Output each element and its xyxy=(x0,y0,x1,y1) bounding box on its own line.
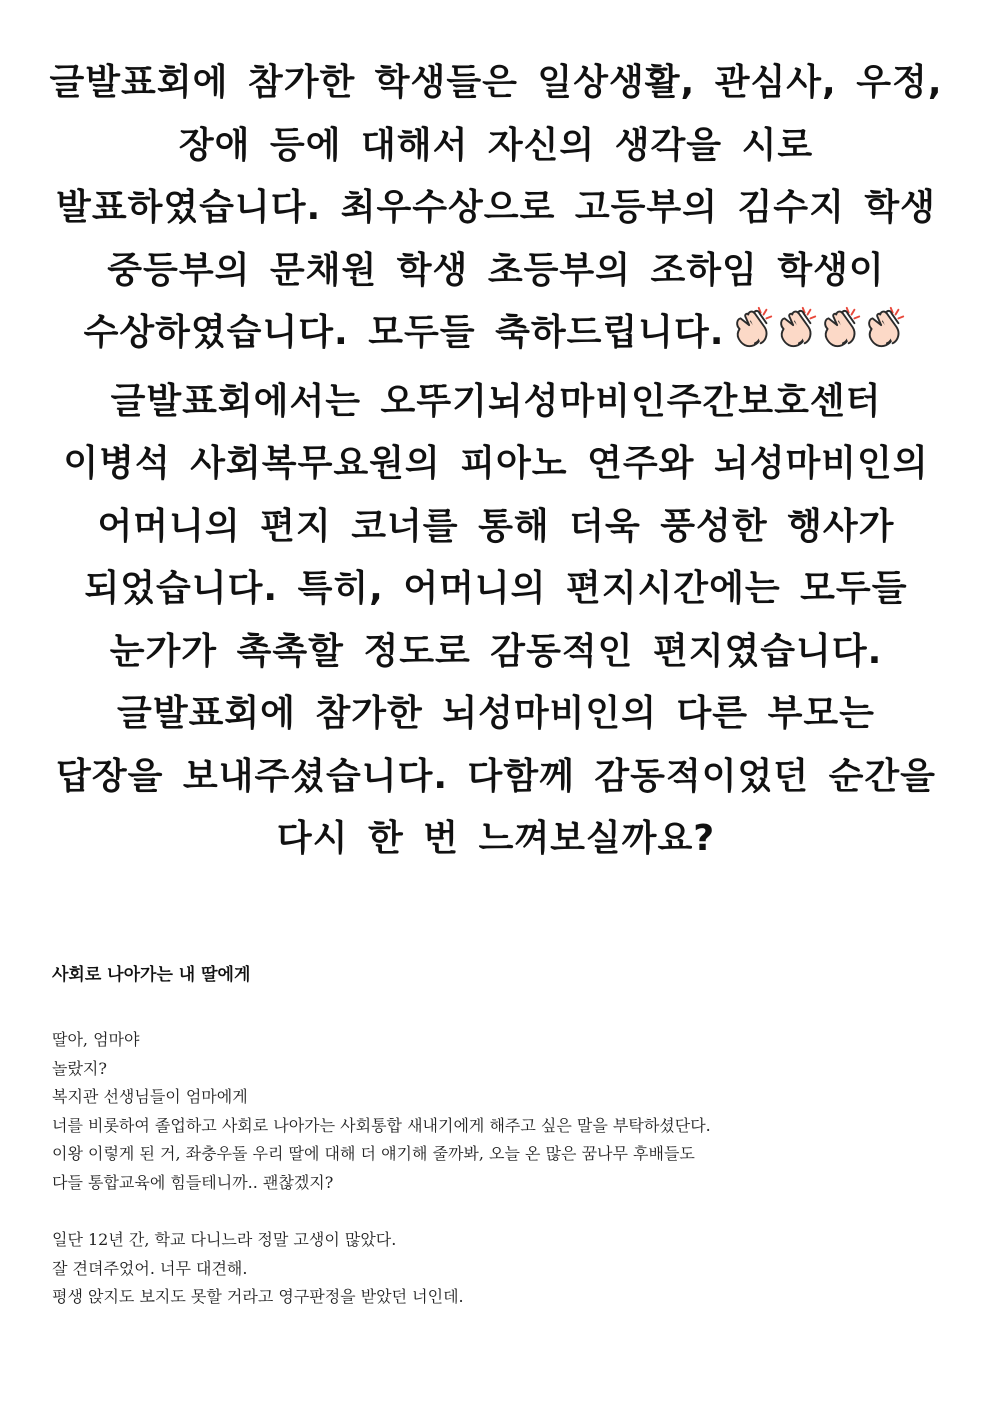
clapping-hands-group xyxy=(732,304,908,371)
letter-line: 잘 견뎌주었어. 너무 대견해. xyxy=(52,1258,248,1278)
letter-line: 일단 12년 간, 학교 다니느라 정말 고생이 많았다. xyxy=(52,1230,397,1250)
announcement-line: 글발표회에 참가한 뇌성마비인의 다른 부모는 xyxy=(117,693,875,734)
letter-line: 평생 앉지도 보지도 못할 거라고 영구판정을 받았던 너인데. xyxy=(52,1287,464,1307)
clapping-hands-icon xyxy=(818,304,864,350)
letter-line: 복지관 선생님들이 엄마에게 xyxy=(52,1087,248,1107)
announcement-line: 눈가가 촉촉할 정도로 감동적인 편지였습니다. xyxy=(109,630,883,672)
announcement-line: 이병석 사회복무요원의 피아노 연주와 뇌성마비인의 xyxy=(63,443,929,484)
letter-line: 이왕 이렇게 된 거, 좌충우돌 우리 딸에 대해 더 얘기해 줄까봐, 오늘 온 많은 꿈나무 후배들도 xyxy=(52,1144,695,1164)
announcement-line: 글발표회에 참가한 학생들은 일상생활, 관심사, 우정, xyxy=(49,62,943,103)
letter-line: 놀랐지? xyxy=(52,1058,107,1078)
announcement-line: 발표하였습니다. 최우수상으로 고등부의 김수지 학생 xyxy=(56,187,936,228)
announcement-line: 장애 등에 대해서 자신의 생각을 시로 xyxy=(178,124,814,166)
announcement-line: 답장을 보내주셨습니다. 다함께 감동적이었던 순간을 xyxy=(56,755,936,797)
letter-body xyxy=(52,1026,947,1312)
letter-blank-line xyxy=(52,1198,947,1227)
announcement-line: 중등부의 문채원 학생 초등부의 조하임 학생이 xyxy=(107,249,885,291)
announcement-line: 수상하였습니다. 모두들 축하드립니다. xyxy=(83,312,725,353)
letter-line: 딸아, 엄마야 xyxy=(52,1030,140,1049)
announcement-line: 글발표회에서는 오뚜기뇌성마비인주간보호센터 xyxy=(110,380,882,422)
clapping-hands-icon xyxy=(730,304,776,350)
letter-line: 너를 비롯하여 졸업하고 사회로 나아가는 사회통합 새내기에게 해주고 싶은 말을 부탁하셨단다. xyxy=(52,1115,711,1135)
announcement-line: 되었습니다. 특히, 어머니의 편지시간에는 모두들 xyxy=(84,568,908,609)
announcement-line: 어머니의 편지 코너를 통해 더욱 풍성한 행사가 xyxy=(97,505,895,547)
letter-line: 다들 통합교육에 힘들테니까.. 괜찮겠지? xyxy=(52,1172,334,1192)
announcement-line-with-claps xyxy=(20,302,972,371)
clapping-hands-icon xyxy=(862,304,908,350)
letter-title: 사회로 나아가는 내 딸에게 xyxy=(52,965,251,985)
announcement-text xyxy=(20,52,972,871)
clapping-hands-icon xyxy=(774,304,820,350)
announcement-line: 다시 한 번 느껴보실까요? xyxy=(276,818,716,859)
